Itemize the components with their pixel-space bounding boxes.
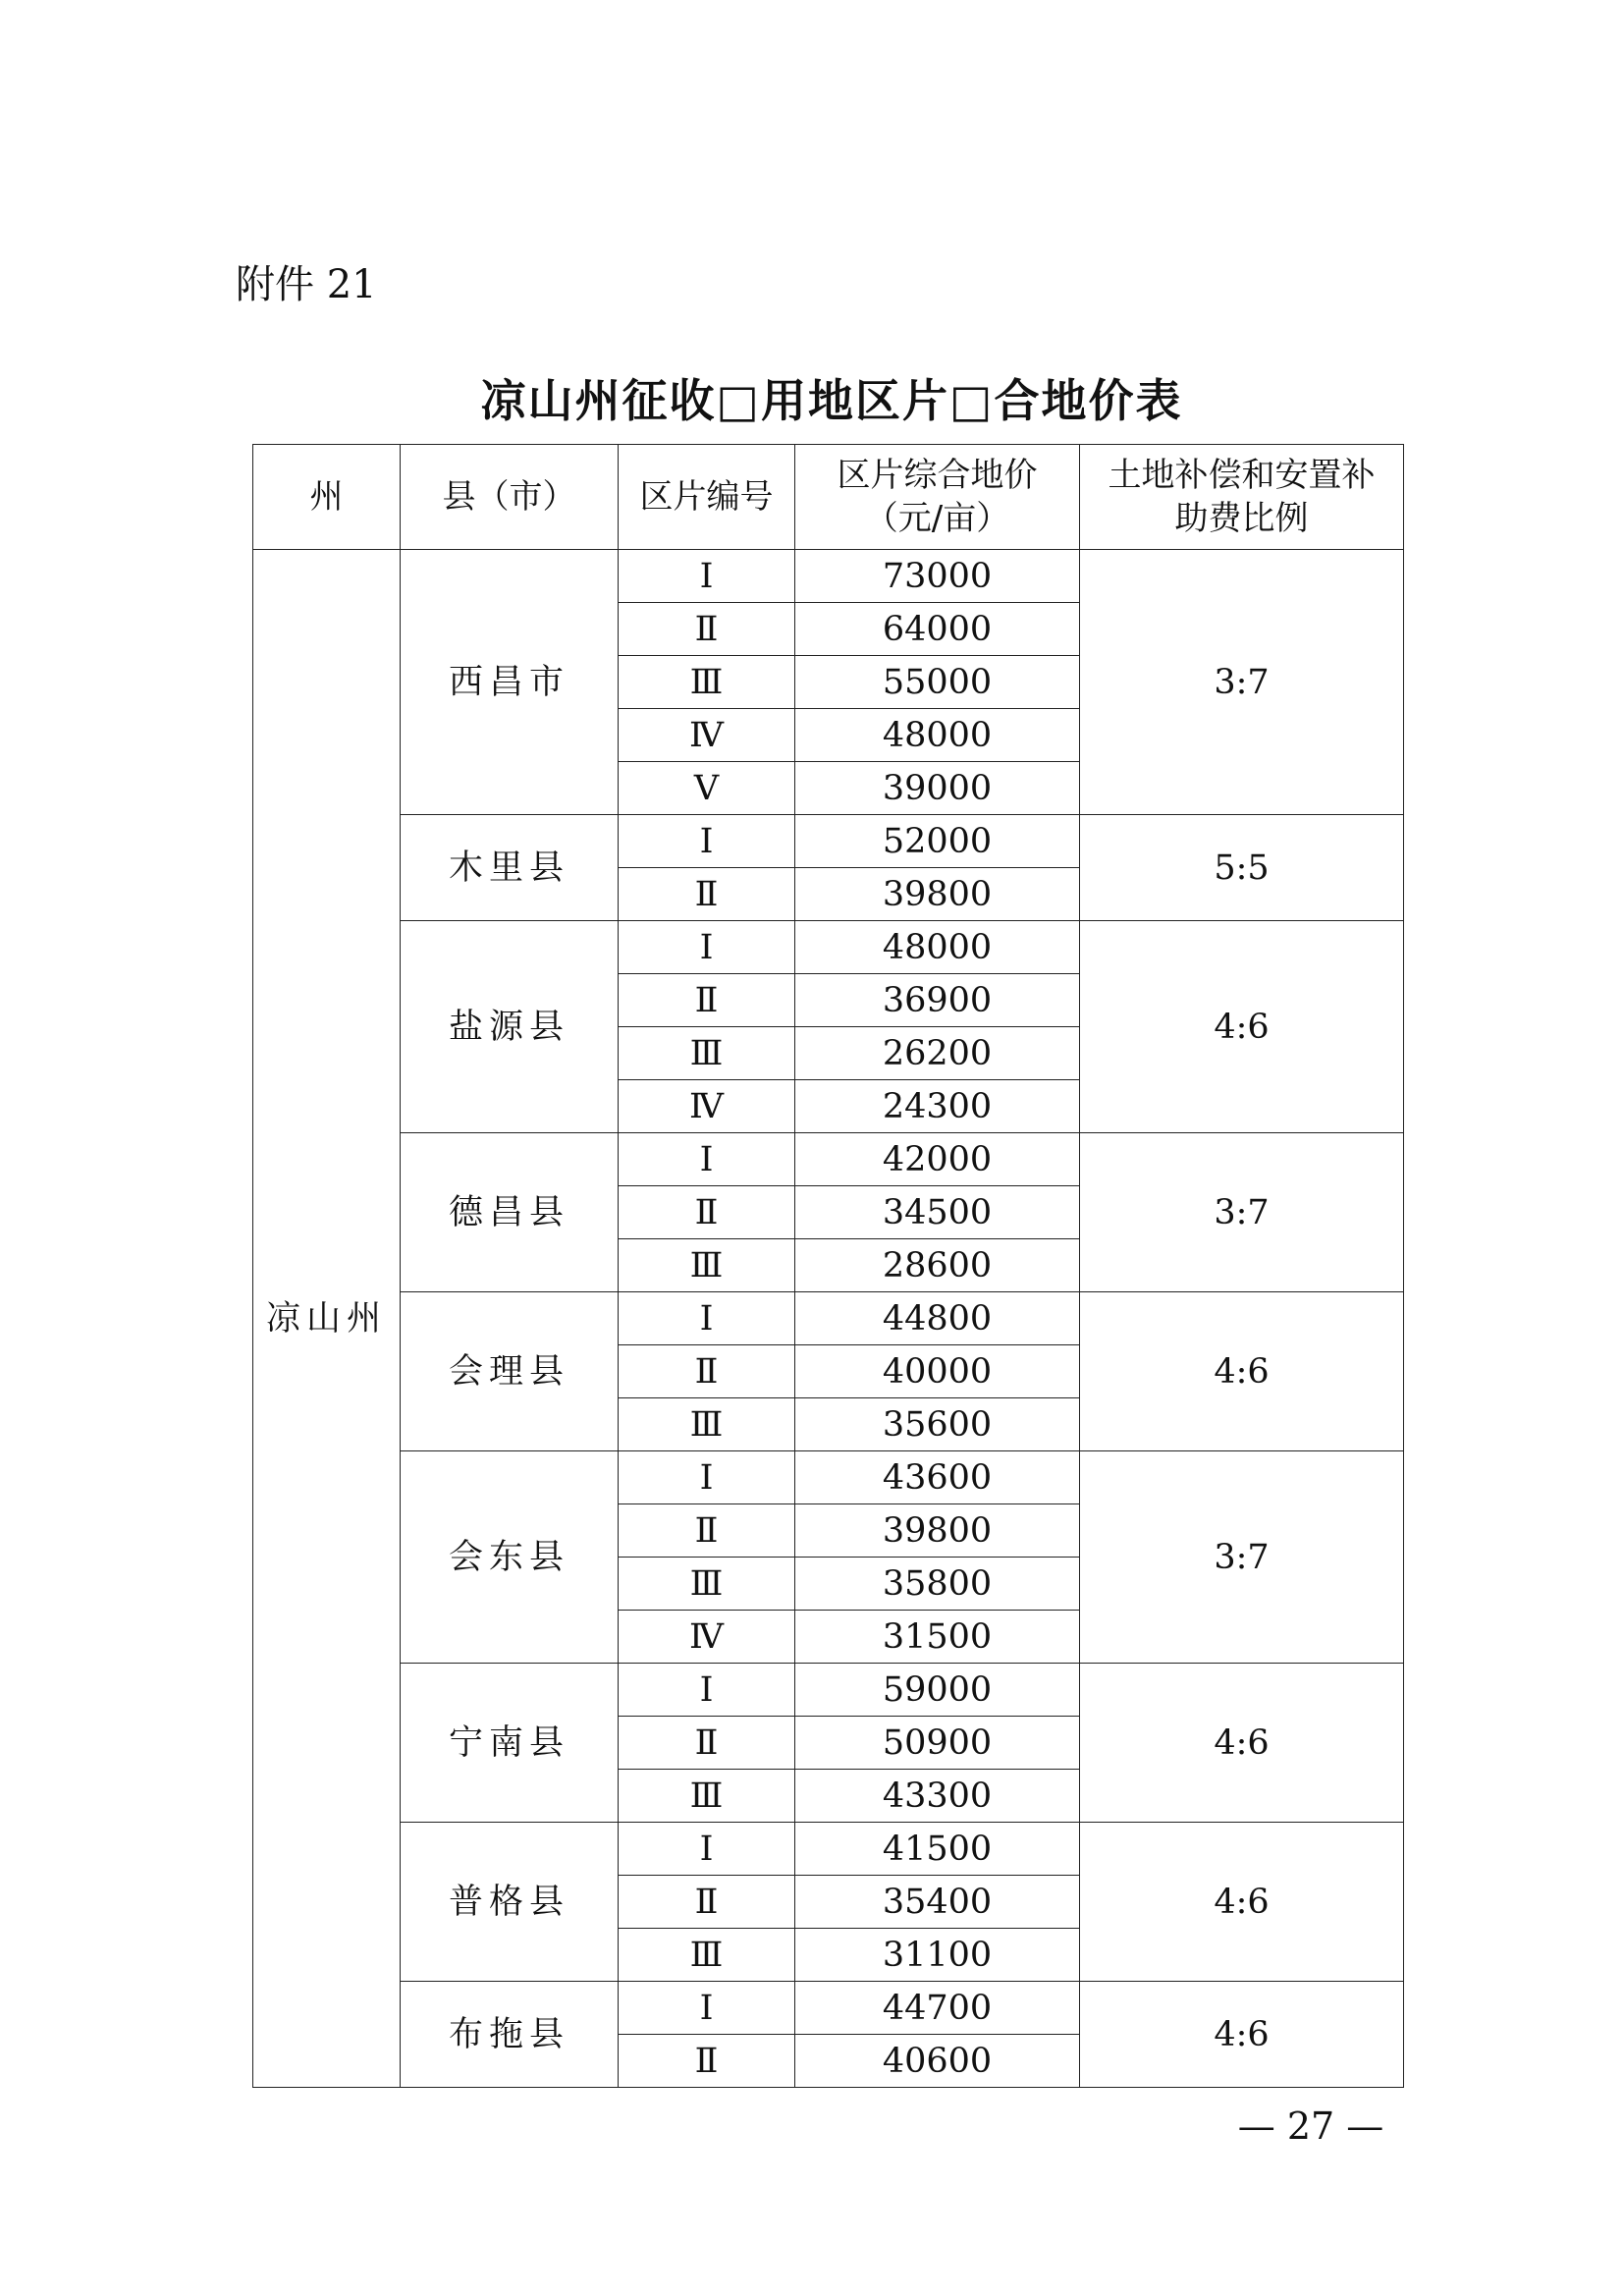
price-cell: 43600 — [795, 1451, 1080, 1504]
price-cell: 52000 — [795, 815, 1080, 868]
zone-cell: Ⅲ — [619, 1398, 795, 1451]
price-cell: 50900 — [795, 1717, 1080, 1770]
zone-cell: Ⅰ — [619, 1664, 795, 1717]
header-price-line1: 区片综合地价 — [837, 456, 1038, 495]
ratio-cell: 3:7 — [1080, 1451, 1404, 1664]
zone-cell: Ⅲ — [619, 1239, 795, 1292]
county-cell: 会东县 — [401, 1451, 619, 1664]
zone-cell: Ⅰ — [619, 1133, 795, 1186]
table-row — [253, 1451, 1404, 1504]
county-cell: 盐源县 — [401, 921, 619, 1133]
ratio-cell: 4:6 — [1080, 1982, 1404, 2088]
zone-cell: Ⅱ — [619, 974, 795, 1027]
document-title: 凉山州征收□用地区片□合地价表 — [480, 374, 1183, 427]
zone-cell: Ⅰ — [619, 1982, 795, 2035]
table-row — [253, 1292, 1404, 1345]
ratio-cell: 4:6 — [1080, 921, 1404, 1133]
table-row — [253, 815, 1404, 868]
zone-cell: Ⅱ — [619, 1876, 795, 1929]
zone-cell: Ⅱ — [619, 1345, 795, 1398]
price-cell: 39000 — [795, 762, 1080, 815]
table-row — [253, 550, 1404, 603]
zone-cell: Ⅲ — [619, 656, 795, 709]
price-cell: 59000 — [795, 1664, 1080, 1717]
ratio-cell: 4:6 — [1080, 1664, 1404, 1823]
county-cell: 会理县 — [401, 1292, 619, 1451]
county-cell: 宁南县 — [401, 1664, 619, 1823]
land-price-table — [252, 444, 1404, 2088]
price-cell: 39800 — [795, 1504, 1080, 1558]
page-number: — 27 — — [1237, 2105, 1384, 2148]
zone-cell: Ⅲ — [619, 1770, 795, 1823]
price-cell: 36900 — [795, 974, 1080, 1027]
price-cell: 73000 — [795, 550, 1080, 603]
price-cell: 44800 — [795, 1292, 1080, 1345]
table-row — [253, 921, 1404, 974]
price-cell: 40600 — [795, 2035, 1080, 2088]
ratio-cell: 5:5 — [1080, 815, 1404, 921]
zone-cell: Ⅰ — [619, 921, 795, 974]
table-row — [253, 1133, 1404, 1186]
price-cell: 31500 — [795, 1611, 1080, 1664]
price-cell: 35800 — [795, 1558, 1080, 1611]
table-row — [253, 1664, 1404, 1717]
table-body — [253, 550, 1404, 2088]
zone-cell: Ⅱ — [619, 603, 795, 656]
header-price-line2: （元/亩） — [864, 499, 1010, 538]
table-row — [253, 1982, 1404, 2035]
price-cell: 35600 — [795, 1398, 1080, 1451]
zone-cell: Ⅲ — [619, 1027, 795, 1080]
price-cell: 24300 — [795, 1080, 1080, 1133]
ratio-cell: 3:7 — [1080, 1133, 1404, 1292]
county-cell: 普格县 — [401, 1823, 619, 1982]
price-cell: 39800 — [795, 868, 1080, 921]
zone-cell: Ⅱ — [619, 1186, 795, 1239]
zone-cell: Ⅰ — [619, 1292, 795, 1345]
zone-cell: Ⅰ — [619, 1823, 795, 1876]
zone-cell: Ⅰ — [619, 815, 795, 868]
header-prefecture: 州 — [253, 445, 401, 550]
header-county: 县（市） — [401, 445, 619, 550]
price-cell: 42000 — [795, 1133, 1080, 1186]
prefecture-cell: 凉山州 — [253, 550, 401, 2088]
attachment-label: 附件 21 — [236, 262, 377, 307]
price-cell: 34500 — [795, 1186, 1080, 1239]
price-cell: 41500 — [795, 1823, 1080, 1876]
price-cell: 40000 — [795, 1345, 1080, 1398]
table-header-row — [253, 445, 1404, 550]
zone-cell: Ⅱ — [619, 1504, 795, 1558]
price-cell: 28600 — [795, 1239, 1080, 1292]
zone-cell: Ⅱ — [619, 2035, 795, 2088]
price-cell: 55000 — [795, 656, 1080, 709]
zone-cell: Ⅰ — [619, 1451, 795, 1504]
price-cell: 48000 — [795, 709, 1080, 762]
zone-cell: Ⅰ — [619, 550, 795, 603]
price-cell: 43300 — [795, 1770, 1080, 1823]
zone-cell: Ⅳ — [619, 709, 795, 762]
zone-cell: Ⅲ — [619, 1929, 795, 1982]
price-cell: 64000 — [795, 603, 1080, 656]
zone-cell: Ⅲ — [619, 1558, 795, 1611]
table-row — [253, 1823, 1404, 1876]
price-cell: 26200 — [795, 1027, 1080, 1080]
county-cell: 木里县 — [401, 815, 619, 921]
header-ratio-line2: 助费比例 — [1174, 499, 1309, 538]
county-cell: 西昌市 — [401, 550, 619, 815]
county-cell: 布拖县 — [401, 1982, 619, 2088]
zone-cell: Ⅱ — [619, 868, 795, 921]
zone-cell: Ⅳ — [619, 1611, 795, 1664]
price-cell: 44700 — [795, 1982, 1080, 2035]
county-cell: 德昌县 — [401, 1133, 619, 1292]
ratio-cell: 4:6 — [1080, 1823, 1404, 1982]
price-cell: 35400 — [795, 1876, 1080, 1929]
price-cell: 31100 — [795, 1929, 1080, 1982]
ratio-cell: 3:7 — [1080, 550, 1404, 815]
ratio-cell: 4:6 — [1080, 1292, 1404, 1451]
price-cell: 48000 — [795, 921, 1080, 974]
zone-cell: Ⅳ — [619, 1080, 795, 1133]
header-ratio-line1: 土地补偿和安置补 — [1108, 456, 1376, 495]
zone-cell: Ⅴ — [619, 762, 795, 815]
header-zone: 区片编号 — [619, 445, 795, 550]
zone-cell: Ⅱ — [619, 1717, 795, 1770]
header-price — [795, 445, 1080, 550]
header-ratio — [1080, 445, 1404, 550]
